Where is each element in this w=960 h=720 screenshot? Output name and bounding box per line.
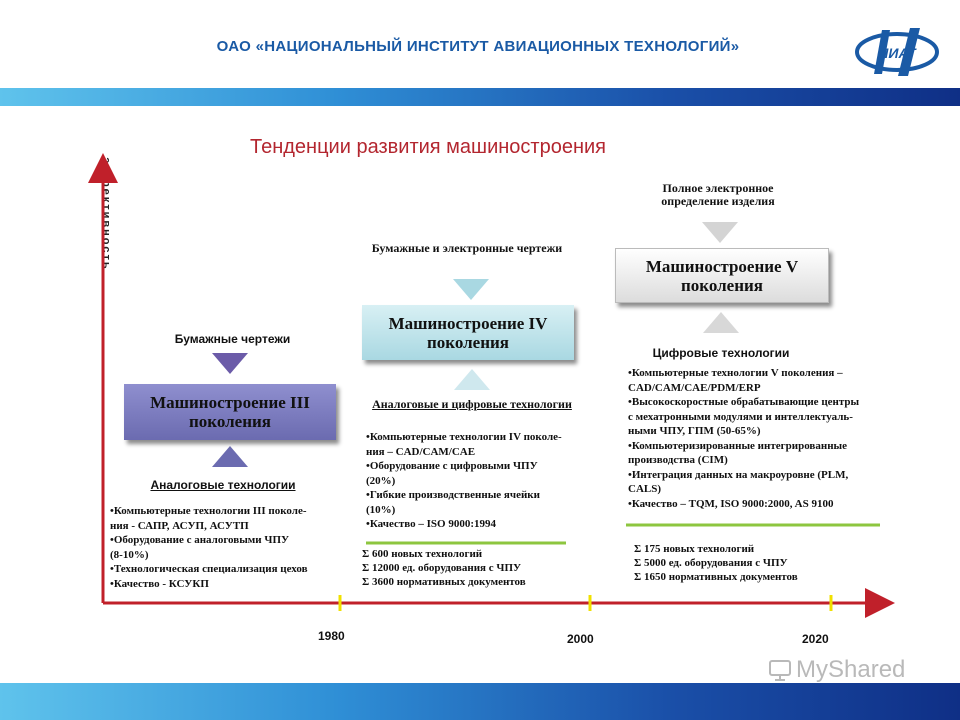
gen3-down-arrow xyxy=(212,353,248,374)
list-item: •Высокоскоростные обрабатывающие центры с мехатронными модулями и интеллектуаль- ными ЧПУ, ГПМ (50-65%) xyxy=(628,396,860,437)
gen4-list xyxy=(366,430,616,532)
gen3-up-arrow xyxy=(212,446,248,467)
year-2000: 2000 xyxy=(567,632,594,646)
stat-item: Σ 5000 ед. оборудования с ЧПУ xyxy=(634,557,788,569)
list-item: •Оборудование с аналоговыми ЧПУ (8-10%) xyxy=(110,534,290,561)
y-axis-label: эффективность xyxy=(100,157,112,271)
stat-item: Σ 3600 нормативных документов xyxy=(362,576,526,588)
gen5-down-arrow xyxy=(702,222,738,243)
list-item: •Качество - КСУКП xyxy=(110,577,209,590)
stat-item: Σ 175 новых технологий xyxy=(634,543,755,555)
header-title: ОАО «НАЦИОНАЛЬНЫЙ ИНСТИТУТ АВИАЦИОННЫХ ТЕХНОЛОГИЙ» xyxy=(216,38,740,55)
list-item: •Качество – TQM, ISO 9000:2000, AS 9100 xyxy=(628,497,834,510)
presentation-icon xyxy=(768,658,792,682)
bottom-decorative-band xyxy=(0,683,960,720)
gen3-bottom-label: Аналоговые технологии xyxy=(150,478,296,492)
list-item: •Компьютерные технологии III поколе- ния - САПР, АСУП, АСУТП xyxy=(110,505,307,532)
gen3-list xyxy=(110,504,360,591)
list-item: •Качество – ISO 9000:1994 xyxy=(366,518,496,530)
gen5-box: Машиностроение V поколения xyxy=(615,248,829,303)
gen3-box: Машиностроение III поколения xyxy=(124,384,336,440)
gen4-box: Машиностроение IV поколения xyxy=(362,305,574,360)
stat-item: Σ 600 новых технологий xyxy=(362,548,483,560)
list-item: •Оборудование с цифровыми ЧПУ (20%) xyxy=(366,460,538,487)
year-2020: 2020 xyxy=(802,632,829,646)
gen5-stats xyxy=(634,542,798,584)
list-item: •Компьютерные технологии V поколения – CAD/CAM/CAE/PDM/ERP xyxy=(628,367,843,394)
list-item: •Технологическая специализация цехов xyxy=(110,563,308,575)
slide-title: Тенденции развития машиностроения xyxy=(250,136,606,158)
logo-text: НИАТ xyxy=(878,45,916,61)
watermark xyxy=(768,656,905,684)
gen4-top-label: Бумажные и электронные чертежи xyxy=(371,241,563,255)
list-item: •Компьютерные технологии IV поколе- ния – CAD/CAM/CAE xyxy=(366,431,562,458)
year-1980: 1980 xyxy=(318,629,345,643)
list-item: •Компьютеризированные интегрированные производства (CIM) xyxy=(628,439,848,466)
gen5-list xyxy=(628,366,928,511)
gen5-top-label: Полное электронное определение изделия xyxy=(661,181,775,208)
watermark-text: MyShared xyxy=(796,656,906,683)
gen5-up-arrow xyxy=(703,312,739,333)
list-item: •Интеграция данных на макроуровне (PLM, CALS) xyxy=(628,468,849,495)
gen3-top-label: Бумажные чертежи xyxy=(174,332,291,346)
gen4-down-arrow xyxy=(453,279,489,300)
stat-item: Σ 1650 нормативных документов xyxy=(634,571,798,583)
gen4-stats xyxy=(362,547,526,589)
stat-item: Σ 12000 ед. оборудования с ЧПУ xyxy=(362,562,522,574)
gen5-bottom-label: Цифровые технологии xyxy=(652,346,790,360)
gen4-bottom-label: Аналоговые и цифровые технологии xyxy=(372,397,572,411)
gen4-up-arrow xyxy=(454,369,490,390)
list-item: •Гибкие производственные ячейки (10%) xyxy=(366,489,540,516)
